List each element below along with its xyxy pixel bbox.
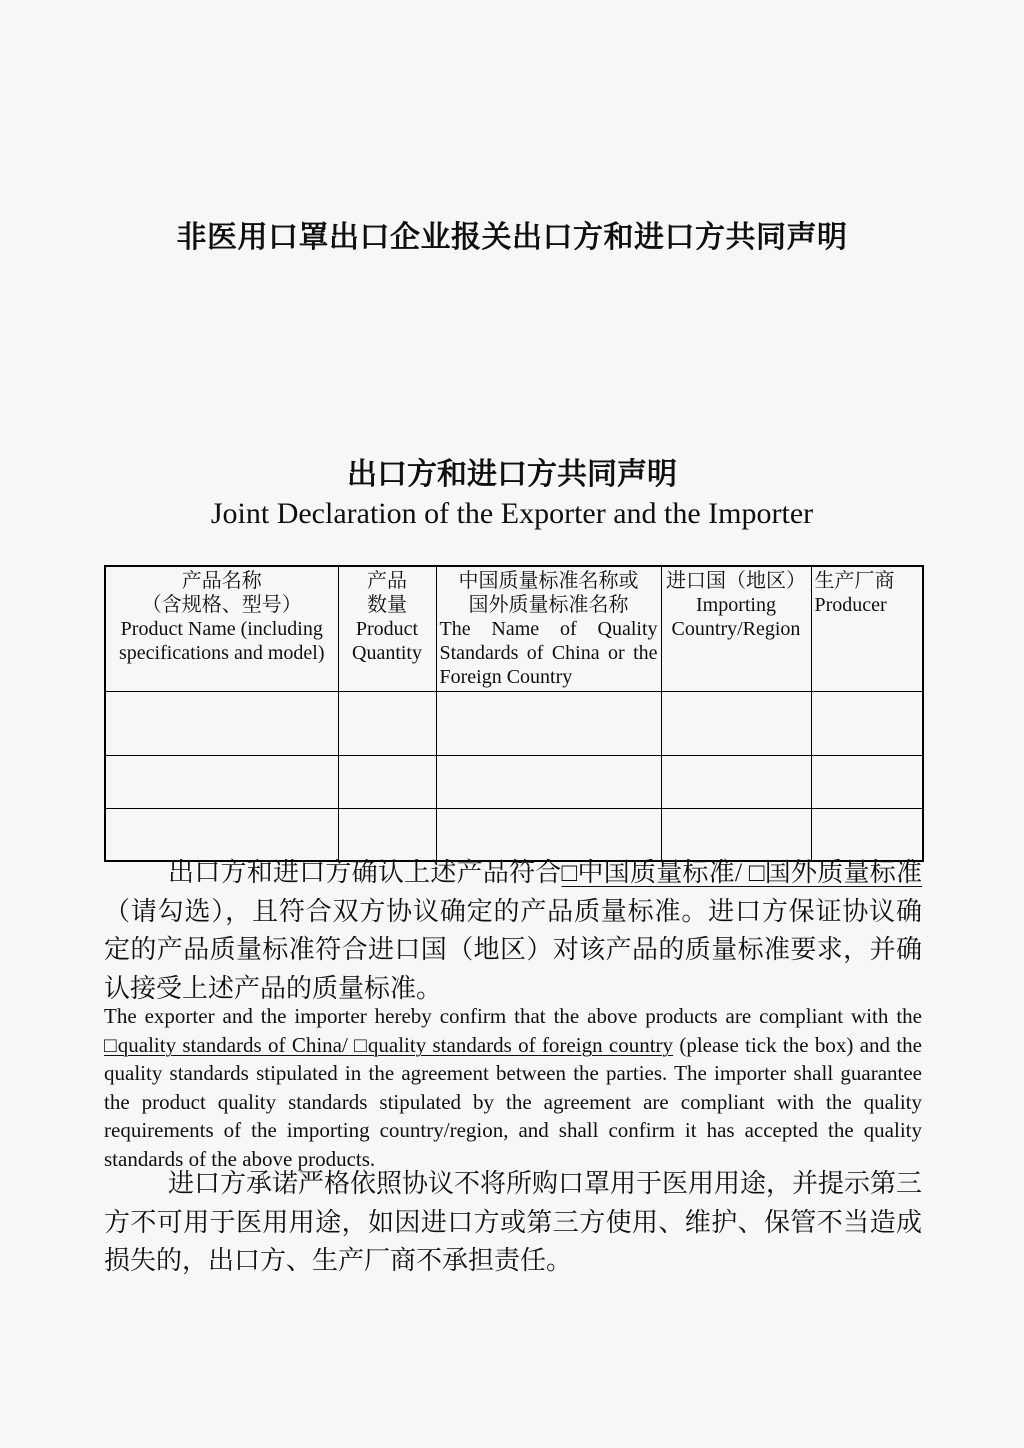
column-header-en: The Name of Quality Standards of China or the Foreign Country <box>439 618 658 688</box>
column-header-zh: 中国质量标准名称或 <box>458 570 639 592</box>
paragraph-segment: The exporter and the importer hereby confirm that the above products are compliant with the <box>104 1004 922 1028</box>
products-declaration-table <box>104 565 924 862</box>
column-header-quality-standards <box>436 566 661 692</box>
empty-cell <box>436 692 661 756</box>
column-header-zh: 国外质量标准名称 <box>468 594 629 616</box>
paragraph-en-quality-standards <box>104 1002 922 1173</box>
paragraph-zh-medical-use-disclaimer: 进口方承诺严格依照协议不将所购口罩用于医用用途，并提示第三方不可用于医用用途，如因进口方或第三方使用、维护、保管不当造成损失的，出口方、生产厂商不承担责任。 <box>104 1169 923 1275</box>
column-header-zh: 产品名称 <box>181 570 262 592</box>
column-header-en: Product Quantity <box>352 618 422 664</box>
section-heading-en: Joint Declaration of the Exporter and the Importer <box>210 497 814 530</box>
column-header-zh: 产品 <box>367 570 407 592</box>
empty-cell <box>661 756 811 809</box>
section-heading-zh: 出口方和进口方共同声明 <box>347 457 677 492</box>
table-row <box>105 756 923 809</box>
column-header-product-name <box>105 566 338 692</box>
column-header-zh: 进口国（地区） <box>666 570 806 592</box>
paragraph-zh-quality-standards <box>104 854 922 1008</box>
column-header-en: Producer <box>814 594 887 616</box>
column-header-en: Product Name (including specifications and model) <box>119 618 325 664</box>
column-header-product-quantity <box>338 566 436 692</box>
checkbox-options-underlined-zh: □中国质量标准/ □国外质量标准 <box>561 858 922 887</box>
table-row <box>105 809 923 861</box>
column-header-importing-country <box>661 566 811 692</box>
table-header-row <box>105 566 923 692</box>
column-header-en: Importing Country/Region <box>671 594 801 640</box>
empty-cell <box>661 692 811 756</box>
empty-cell <box>811 809 923 861</box>
empty-cell <box>105 809 338 861</box>
paragraph-segment: 出口方和进口方确认上述产品符合 <box>168 858 562 887</box>
column-header-zh: （含规格、型号） <box>141 594 302 616</box>
column-header-producer <box>811 566 923 692</box>
empty-cell <box>811 692 923 756</box>
empty-cell <box>436 809 661 861</box>
table-row <box>105 692 923 756</box>
empty-cell <box>436 756 661 809</box>
empty-cell <box>338 756 436 809</box>
checkbox-options-underlined-en: □quality standards of China/ □quality standards of foreign country <box>104 1032 674 1057</box>
column-header-zh: 生产厂商 <box>814 570 895 592</box>
empty-cell <box>338 809 436 861</box>
column-header-zh: 数量 <box>367 594 407 616</box>
paragraph-segment: （请勾选），且符合双方协议确定的产品质量标准。进口方保证协议确定的产品质量标准符合进口国（地区）对该产品的质量标准要求，并确认接受上述产品的质量标准。 <box>104 896 922 1003</box>
empty-cell <box>661 809 811 861</box>
empty-cell <box>811 756 923 809</box>
empty-cell <box>105 756 338 809</box>
empty-cell <box>105 692 338 756</box>
doc-top-title: 非医用口罩出口企业报关出口方和进口方共同声明 <box>176 220 848 255</box>
empty-cell <box>338 692 436 756</box>
paragraph-segment: (please tick the box) and the quality standards stipulated in the agreement between the parties. The importer shall guarantee the product quality standards stipulated by the agreement are compliant with the quality requirements of the importing country/region, and shall confirm it has accepted the quality standards of the above products. <box>104 1032 922 1171</box>
declaration-paragraphs <box>104 854 922 1281</box>
